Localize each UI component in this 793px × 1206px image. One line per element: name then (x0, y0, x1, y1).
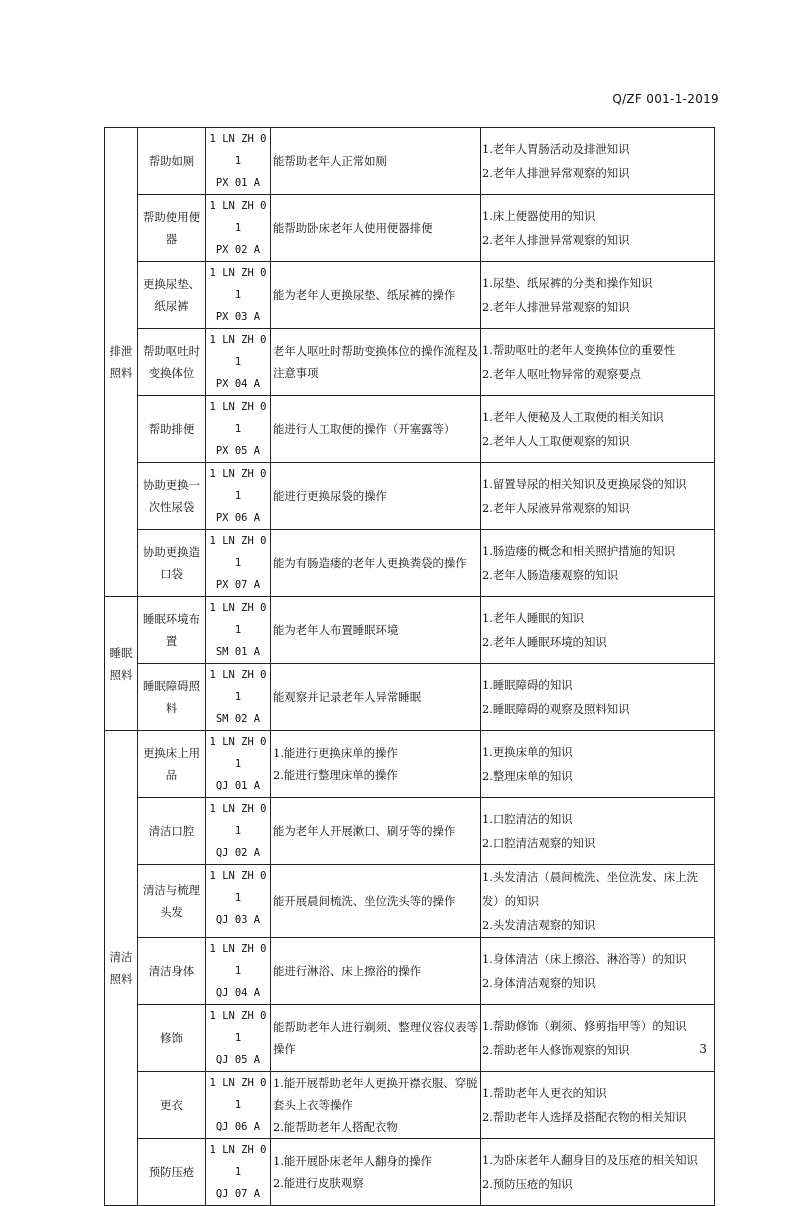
skill-line: 1.能开展帮助老年人更换开襟衣服、穿脱套头上衣等操作 (273, 1076, 478, 1112)
table-row (105, 1072, 715, 1139)
knowledge-requirement-cell (481, 128, 715, 195)
table-row (105, 798, 715, 865)
code-line: 1 LN ZH 01 (209, 1144, 267, 1178)
code-line: PX 05 A (215, 445, 261, 457)
work-item-cell: 清洁与梳理头发 (138, 865, 206, 938)
knowledge-line: 2.老年人排泄异常观察的知识 (482, 233, 630, 247)
code-line: QJ 06 A (215, 1121, 261, 1133)
knowledge-line: 2.老年人尿液异常观察的知识 (482, 501, 630, 515)
table-row (105, 664, 715, 731)
knowledge-requirement-cell (481, 865, 715, 938)
knowledge-requirement-cell (481, 664, 715, 731)
knowledge-requirement-cell (481, 195, 715, 262)
table-row (105, 938, 715, 1005)
knowledge-line: 2.老年人人工取便观察的知识 (482, 434, 630, 448)
code-cell (206, 1072, 271, 1139)
work-item-cell: 睡眠环境布置 (138, 597, 206, 664)
table-row (105, 1005, 715, 1072)
code-cell (206, 1005, 271, 1072)
knowledge-line: 1.睡眠障碍的知识 (482, 678, 573, 692)
knowledge-requirement-cell (481, 463, 715, 530)
work-item-cell: 帮助使用便器 (138, 195, 206, 262)
knowledge-line: 1.老年人便秘及人工取便的相关知识 (482, 410, 664, 424)
code-cell (206, 597, 271, 664)
code-cell (206, 938, 271, 1005)
skill-line: 能帮助卧床老年人使用便器排便 (273, 221, 433, 235)
code-line: 1 LN ZH 01 (209, 200, 267, 234)
skill-line: 能进行人工取便的操作（开塞露等） (273, 422, 456, 436)
knowledge-line: 2.老年人排泄异常观察的知识 (482, 166, 630, 180)
skill-line: 能为老年人布置睡眠环境 (273, 623, 399, 637)
skill-line: 1.能开展卧床老年人翻身的操作 (273, 1154, 432, 1168)
skill-requirement-cell (271, 664, 481, 731)
work-item-cell: 帮助如厕 (138, 128, 206, 195)
knowledge-requirement-cell (481, 731, 715, 798)
code-line: 1 LN ZH 01 (209, 1010, 267, 1044)
page-number: 3 (699, 1042, 707, 1056)
skill-spec-table (104, 127, 715, 1206)
code-line: 1 LN ZH 01 (209, 803, 267, 837)
code-line: 1 LN ZH 01 (209, 602, 267, 636)
table-row (105, 530, 715, 597)
work-item-cell: 更衣 (138, 1072, 206, 1139)
knowledge-requirement-cell (481, 798, 715, 865)
knowledge-line: 2.帮助老年人选择及搭配衣物的相关知识 (482, 1110, 687, 1124)
work-item-cell: 修饰 (138, 1005, 206, 1072)
table-row (105, 128, 715, 195)
work-item-cell: 帮助排便 (138, 396, 206, 463)
code-line: 1 LN ZH 01 (209, 468, 267, 502)
table-row (105, 865, 715, 938)
knowledge-line: 1.更换床单的知识 (482, 745, 573, 759)
code-cell (206, 798, 271, 865)
knowledge-requirement-cell (481, 530, 715, 597)
knowledge-line: 2.老年人睡眠环境的知识 (482, 635, 607, 649)
table-row (105, 329, 715, 396)
work-item-cell: 更换床上用品 (138, 731, 206, 798)
code-line: QJ 04 A (215, 987, 261, 999)
code-cell (206, 664, 271, 731)
knowledge-line: 1.头发清洁（晨间梳洗、坐位洗发、床上洗发）的知识 (482, 870, 698, 908)
code-cell (206, 1139, 271, 1206)
code-cell (206, 396, 271, 463)
knowledge-line: 1.身体清洁（床上擦浴、淋浴等）的知识 (482, 952, 687, 966)
code-line: QJ 01 A (215, 780, 261, 792)
code-line: SM 02 A (215, 713, 261, 725)
skill-requirement-cell (271, 128, 481, 195)
document-code: Q/ZF 001-1-2019 (612, 92, 719, 106)
knowledge-line: 2.身体清洁观察的知识 (482, 976, 596, 990)
code-line: PX 04 A (215, 378, 261, 390)
knowledge-line: 2.老年人呕吐物异常的观察要点 (482, 367, 641, 381)
skill-requirement-cell (271, 1005, 481, 1072)
knowledge-line: 1.留置导尿的相关知识及更换尿袋的知识 (482, 477, 687, 491)
skill-line: 1.能进行更换床单的操作 (273, 746, 398, 760)
code-cell (206, 463, 271, 530)
knowledge-line: 2.口腔清洁观察的知识 (482, 836, 596, 850)
skill-line: 能帮助老年人进行剃须、整理仪容仪表等操作 (273, 1020, 479, 1056)
category-cell: 排泄照料 (105, 128, 138, 597)
knowledge-line: 1.帮助修饰（剃须、修剪指甲等）的知识 (482, 1019, 687, 1033)
work-item-cell: 协助更换造口袋 (138, 530, 206, 597)
knowledge-requirement-cell (481, 262, 715, 329)
table-row (105, 195, 715, 262)
code-line: QJ 05 A (215, 1054, 261, 1066)
table-row (105, 1139, 715, 1206)
skill-requirement-cell (271, 195, 481, 262)
knowledge-line: 2.预防压疮的知识 (482, 1177, 573, 1191)
skill-requirement-cell (271, 798, 481, 865)
knowledge-requirement-cell (481, 1139, 715, 1206)
knowledge-line: 1.帮助老年人更衣的知识 (482, 1086, 607, 1100)
knowledge-requirement-cell (481, 396, 715, 463)
skill-line: 能观察并记录老年人异常睡眠 (273, 690, 422, 704)
knowledge-line: 1.尿垫、纸尿裤的分类和操作知识 (482, 276, 653, 290)
knowledge-line: 1.老年人睡眠的知识 (482, 611, 584, 625)
code-line: QJ 03 A (215, 914, 261, 926)
code-cell (206, 195, 271, 262)
skill-line: 能开展晨间梳洗、坐位洗头等的操作 (273, 894, 456, 908)
code-cell (206, 262, 271, 329)
skill-line: 能进行更换尿袋的操作 (273, 489, 387, 503)
skill-requirement-cell (271, 865, 481, 938)
knowledge-line: 2.头发清洁观察的知识 (482, 918, 596, 932)
skill-requirement-cell (271, 938, 481, 1005)
code-line: 1 LN ZH 01 (209, 334, 267, 368)
knowledge-line: 1.口腔清洁的知识 (482, 812, 573, 826)
code-line: PX 06 A (215, 512, 261, 524)
code-line: PX 02 A (215, 244, 261, 256)
table-row (105, 463, 715, 530)
skill-requirement-cell (271, 597, 481, 664)
knowledge-line: 2.整理床单的知识 (482, 769, 573, 783)
table-row (105, 597, 715, 664)
code-cell (206, 329, 271, 396)
code-line: SM 01 A (215, 646, 261, 658)
code-cell (206, 865, 271, 938)
knowledge-requirement-cell (481, 1005, 715, 1072)
skill-requirement-cell (271, 530, 481, 597)
knowledge-line: 2.老年人排泄异常观察的知识 (482, 300, 630, 314)
skill-requirement-cell (271, 463, 481, 530)
work-item-cell: 清洁口腔 (138, 798, 206, 865)
skill-line: 能帮助老年人正常如厕 (273, 154, 387, 168)
work-item-cell: 睡眠障碍照料 (138, 664, 206, 731)
knowledge-line: 2.老年人肠造瘘观察的知识 (482, 568, 619, 582)
code-line: 1 LN ZH 01 (209, 133, 267, 167)
code-line: 1 LN ZH 01 (209, 943, 267, 977)
skill-line: 能进行淋浴、床上擦浴的操作 (273, 964, 422, 978)
work-item-cell: 协助更换一次性尿袋 (138, 463, 206, 530)
skill-line: 能为有肠造瘘的老年人更换粪袋的操作 (273, 556, 467, 570)
knowledge-requirement-cell (481, 938, 715, 1005)
skill-requirement-cell (271, 731, 481, 798)
code-cell (206, 128, 271, 195)
knowledge-line: 2.睡眠障碍的观察及照料知识 (482, 702, 630, 716)
skill-line: 2.能帮助老年人搭配衣物 (273, 1120, 398, 1134)
table-row (105, 396, 715, 463)
skill-line: 能为老年人更换尿垫、纸尿裤的操作 (273, 288, 456, 302)
skill-requirement-cell (271, 396, 481, 463)
knowledge-line: 2.帮助老年人修饰观察的知识 (482, 1043, 630, 1057)
code-line: 1 LN ZH 01 (209, 870, 267, 904)
skill-requirement-cell (271, 329, 481, 396)
skill-requirement-cell (271, 1139, 481, 1206)
code-line: 1 LN ZH 01 (209, 736, 267, 770)
category-cell: 清洁照料 (105, 731, 138, 1206)
work-item-cell: 清洁身体 (138, 938, 206, 1005)
knowledge-line: 1.帮助呕吐的老年人变换体位的重要性 (482, 343, 676, 357)
skill-requirement-cell (271, 1072, 481, 1139)
code-line: PX 03 A (215, 311, 261, 323)
work-item-cell: 预防压疮 (138, 1139, 206, 1206)
work-item-cell: 更换尿垫、纸尿裤 (138, 262, 206, 329)
skill-line: 老年人呕吐时帮助变换体位的操作流程及注意事项 (273, 344, 479, 380)
code-line: 1 LN ZH 01 (209, 669, 267, 703)
code-line: QJ 07 A (215, 1188, 261, 1200)
table-row (105, 731, 715, 798)
knowledge-line: 1.肠造瘘的概念和相关照护措施的知识 (482, 544, 676, 558)
category-cell: 睡眠照料 (105, 597, 138, 731)
code-line: 1 LN ZH 01 (209, 535, 267, 569)
skill-line: 2.能进行皮肤观察 (273, 1176, 364, 1190)
knowledge-requirement-cell (481, 329, 715, 396)
knowledge-line: 1.床上便器使用的知识 (482, 209, 596, 223)
code-line: 1 LN ZH 01 (209, 267, 267, 301)
knowledge-line: 1.为卧床老年人翻身目的及压疮的相关知识 (482, 1153, 698, 1167)
code-line: 1 LN ZH 01 (209, 1077, 267, 1111)
code-line: QJ 02 A (215, 847, 261, 859)
skill-requirement-cell (271, 262, 481, 329)
code-cell (206, 731, 271, 798)
code-line: PX 07 A (215, 579, 261, 591)
skill-line: 能为老年人开展漱口、刷牙等的操作 (273, 824, 456, 838)
skill-line: 2.能进行整理床单的操作 (273, 768, 398, 782)
knowledge-requirement-cell (481, 1072, 715, 1139)
code-line: PX 01 A (215, 177, 261, 189)
knowledge-line: 1.老年人胃肠活动及排泄知识 (482, 142, 630, 156)
knowledge-requirement-cell (481, 597, 715, 664)
code-line: 1 LN ZH 01 (209, 401, 267, 435)
work-item-cell: 帮助呕吐时变换体位 (138, 329, 206, 396)
table-row (105, 262, 715, 329)
code-cell (206, 530, 271, 597)
